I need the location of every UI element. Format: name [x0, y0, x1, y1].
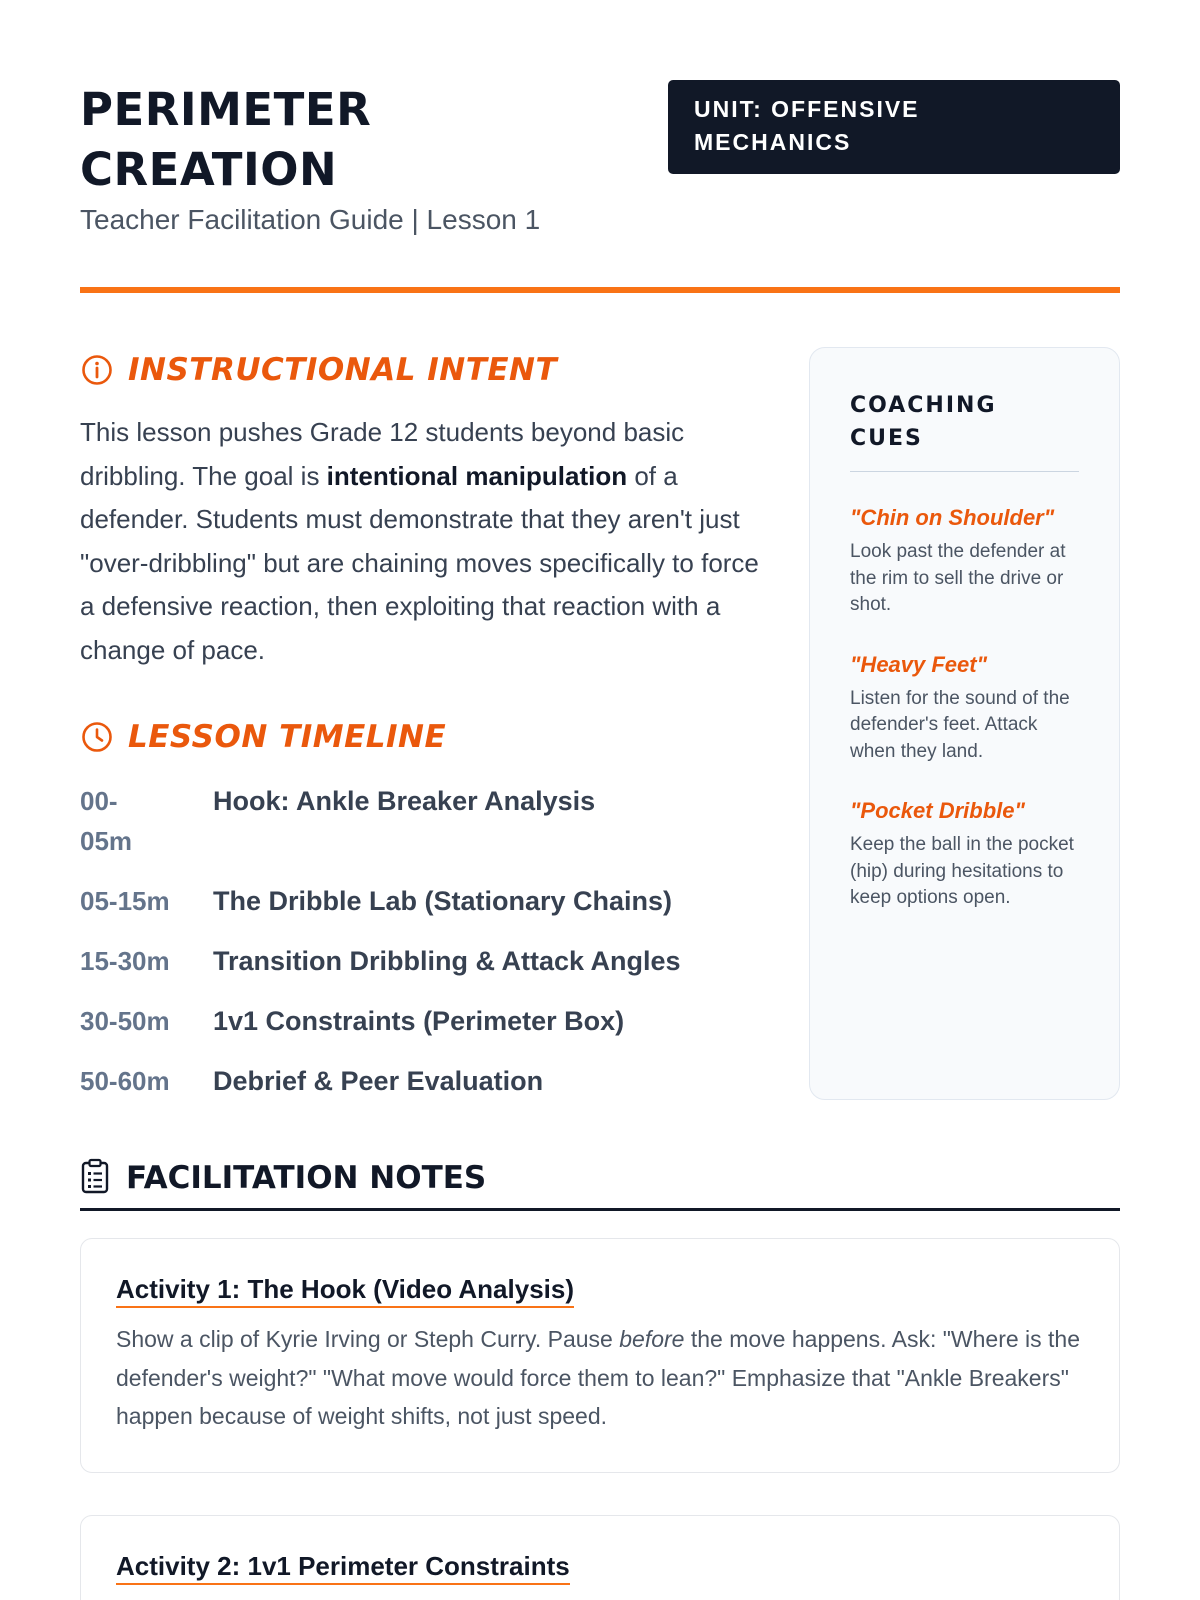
header	[80, 80, 1120, 293]
timeline-activity: 1v1 Constraints (Perimeter Box)	[213, 1006, 625, 1036]
cue-item	[850, 650, 1079, 766]
clock-icon	[80, 720, 114, 754]
cues-title-line-1: COACHING	[850, 393, 997, 418]
title-line-2: CREATION	[80, 143, 338, 196]
timeline-row	[80, 941, 770, 981]
facilitation-notes-label: FACILITATION NOTES	[126, 1160, 487, 1196]
timeline-row	[80, 781, 770, 861]
page-subtitle: Teacher Facilitation Guide | Lesson 1	[80, 204, 541, 235]
timeline-time: 30-50m	[80, 1006, 170, 1036]
unit-badge-line-1: UNIT: OFFENSIVE	[694, 96, 920, 122]
cue-item	[850, 503, 1079, 619]
unit-badge-line-2: MECHANICS	[694, 129, 852, 155]
timeline-row	[80, 1061, 770, 1101]
cue-title: "Chin on Shoulder"	[850, 505, 1055, 530]
intent-text-emphasis: intentional manipulation	[326, 460, 628, 491]
cues-title-line-2: CUES	[850, 426, 923, 451]
cue-description: Keep the ball in the pocket (hip) during hesitations to keep options open.	[850, 834, 1074, 908]
activity-description	[116, 1320, 1084, 1436]
timeline-time: 50-60m	[80, 1066, 170, 1096]
info-circle-icon	[80, 353, 114, 387]
coaching-cues-title	[850, 389, 1079, 455]
cue-title: "Heavy Feet"	[850, 651, 988, 677]
cue-description: Look past the defender at the rim to sell the drive or shot.	[850, 541, 1066, 615]
timeline-time: 00-05m	[80, 786, 133, 856]
cue-description: Listen for the sound of the defender's feet. Attack when they land.	[850, 687, 1070, 762]
timeline-activity: The Dribble Lab (Stationary Chains)	[213, 886, 673, 916]
timeline-activity: Debrief & Peer Evaluation	[213, 1066, 544, 1096]
timeline-time: 15-30m	[80, 946, 170, 976]
title-line-1: PERIMETER	[80, 83, 372, 136]
timeline-activity: Hook: Ankle Breaker Analysis	[213, 786, 596, 816]
instructional-intent-text	[80, 411, 770, 672]
intent-text-part-1: This lesson pushes Grade 12 students beyond basic dribbling. The goal is	[80, 417, 685, 491]
header-divider	[80, 287, 1120, 293]
activity-card	[80, 1515, 1120, 1600]
timeline-time: 05-15m	[80, 886, 170, 916]
instructional-intent-label: INSTRUCTIONAL INTENT	[128, 352, 558, 388]
activity-title: Activity 1: The Hook (Video Analysis)	[116, 1272, 574, 1308]
lesson-timeline-section	[80, 715, 770, 1121]
clipboard-icon	[80, 1158, 112, 1196]
coaching-cues-card	[809, 347, 1120, 1100]
activity-text-emphasis: before	[619, 1326, 685, 1352]
intent-text-part-2: of a defender. Students must demonstrate that they aren't just "over-dribbling" but are chaining moves specifically to force a defensive reaction, then exploiting that reaction with a change of pace.	[80, 460, 759, 665]
page-title	[80, 80, 500, 200]
timeline-row	[80, 1001, 770, 1041]
instructional-intent-section	[80, 348, 770, 672]
lesson-timeline-label: LESSON TIMELINE	[128, 719, 447, 755]
activity-title: Activity 2: 1v1 Perimeter Constraints	[116, 1549, 570, 1585]
instructional-intent-heading	[80, 348, 770, 392]
timeline-row	[80, 881, 770, 921]
cues-divider	[850, 471, 1079, 472]
activity-text-part-1: Show a clip of Kyrie Irving or Steph Curry. Pause	[116, 1326, 620, 1352]
facilitation-notes-heading	[80, 1158, 1120, 1211]
unit-badge	[668, 80, 1120, 174]
timeline-activity: Transition Dribbling & Attack Angles	[213, 946, 681, 976]
timeline-list	[80, 781, 770, 1101]
cue-title: "Pocket Dribble"	[850, 798, 1025, 823]
cue-item	[850, 796, 1079, 912]
activity-card	[80, 1238, 1120, 1473]
lesson-timeline-heading	[80, 715, 770, 759]
activity-text-part-2: the move happens. Ask: "Where is the defender's weight?" "What move would force them to lean?" Emphasize that "Ankle Breakers" happen because of weight shifts, not just speed.	[116, 1326, 1081, 1429]
